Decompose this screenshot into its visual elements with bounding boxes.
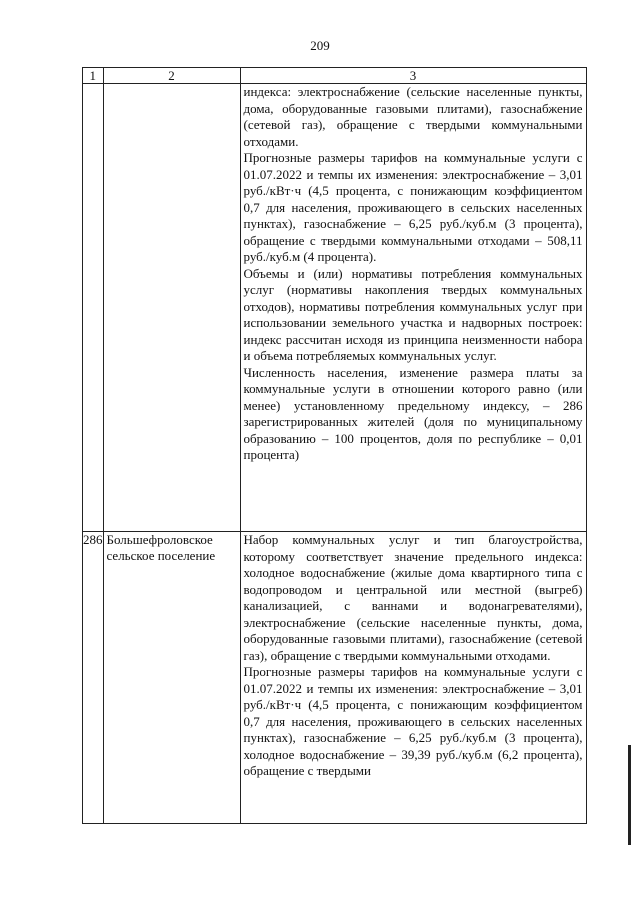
page-number: 209: [310, 38, 330, 53]
settlement-name: [103, 84, 240, 532]
column-header-2: 2: [103, 68, 240, 84]
description-paragraph: Прогнозные размеры тарифов на коммунальные услуги с 01.07.2022 и темпы их изменения: электроснабжение – 3,01 руб./кВт·ч (4,5 процента, с понижающим коэффициентом 0,7 для населения, проживающего в сельских населенных пунктах), газоснабжение – 6,25 руб./куб.м (3 процента), холодное водоснабжение – 39,39 руб./куб.м (6,2 процента), обращение с твердыми: [243, 664, 583, 778]
row-number: 286: [83, 532, 104, 824]
table-header-row: [83, 68, 587, 84]
row-description: [240, 84, 586, 532]
description-paragraph: Набор коммунальных услуг и тип благоустройства, которому соответствует значение предельного индекса: холодное водоснабжение (жилые дома квартирного типа с водопроводом и центральной или местной (выгреб) канализацией, с ваннами и водонагревателями), электроснабжение (сельские населенные пункты, дома, оборудованные газовыми плитами), газоснабжение (сетевой газ), обращение с твердыми коммунальными отходами.: [243, 532, 583, 663]
table-row: [83, 84, 587, 532]
description-paragraph: Численность населения, изменение размера платы за коммунальные услуги в отношении которого равно (или менее) установленному предельному индексу, – 286 зарегистрированных жителей (доля по муниципальному образованию – 100 процентов, доля по республике – 0,01 процента): [243, 364, 583, 462]
scan-edge-mark: [628, 745, 631, 845]
description-paragraph: индекса: электроснабжение (сельские населенные пункты, дома, оборудованные газовыми плитами), газоснабжение (сетевой газ), обращение с твердыми коммунальными отходами.: [243, 84, 583, 149]
description-paragraph: Объемы и (или) нормативы потребления коммунальных услуг (нормативы накопления твердых коммунальных отходов), нормативы потребления коммунальных услуг при использовании земельного участка и надворных построек: индекс рассчитан исходя из принципа неизменности набора и объема потребляемых коммунальных услуг.: [243, 265, 583, 363]
column-header-3: 3: [240, 68, 586, 84]
column-header-1: 1: [83, 68, 104, 84]
row-number: [83, 84, 104, 532]
description-paragraph: Прогнозные размеры тарифов на коммунальные услуги с 01.07.2022 и темпы их изменения: электроснабжение – 3,01 руб./кВт·ч (4,5 процента, с понижающим коэффициентом 0,7 для населения, проживающего в сельских населенных пунктах), газоснабжение – 6,25 руб./куб.м (3 процента), обращение с твердыми коммунальными отходами – 508,11 руб./куб.м (4 процента).: [243, 150, 583, 264]
settlement-name: Большефроловское сельское поселение: [103, 532, 240, 824]
tariff-table: [82, 67, 587, 824]
row-description: [240, 532, 586, 824]
table-row: [83, 532, 587, 824]
